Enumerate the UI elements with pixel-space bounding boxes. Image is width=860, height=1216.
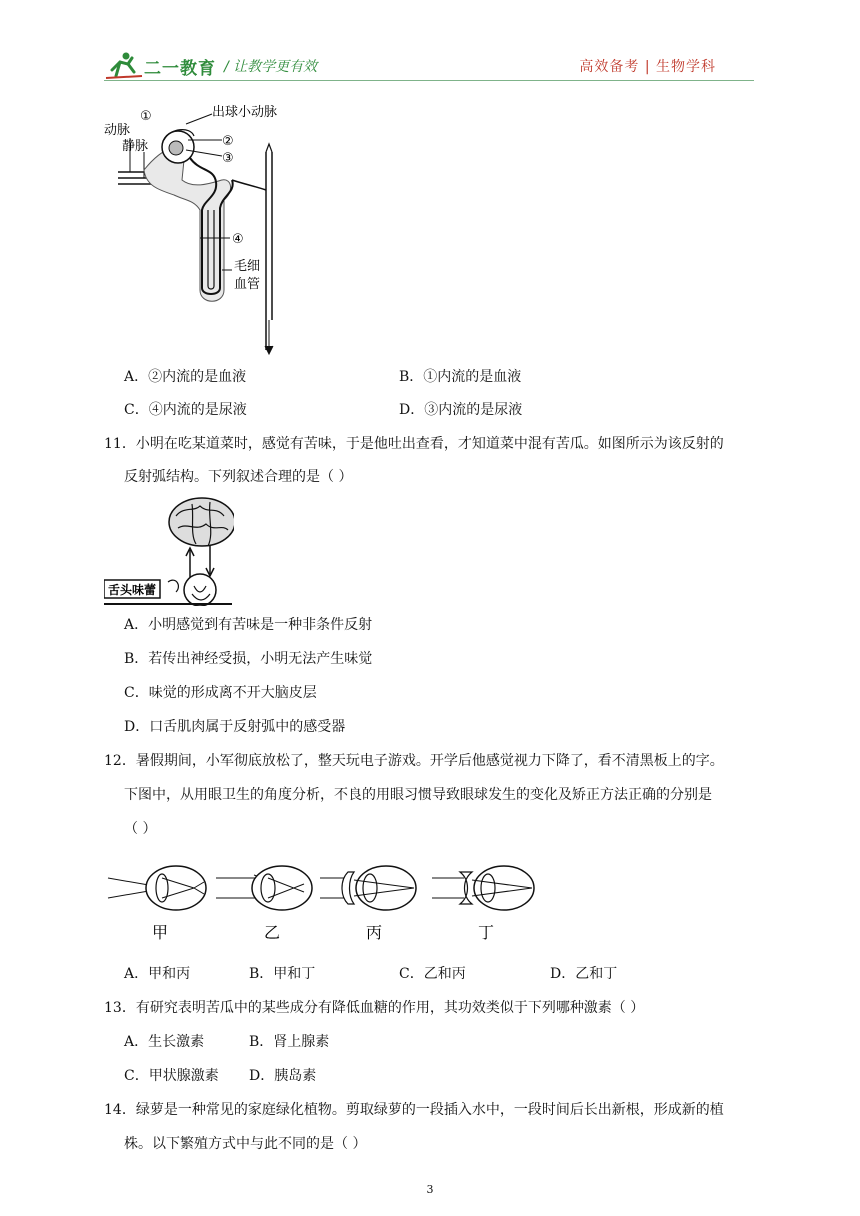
q12-stem-line1: 12．暑假期间，小军彻底放松了，整天玩电子游戏。开学后他感觉视力下降了，看不清黑板上的字。 — [104, 753, 724, 769]
q11-option-b: B．若传出神经受损，小明无法产生味觉 — [124, 651, 373, 667]
q12-option-d: D．乙和丁 — [550, 966, 618, 982]
q11-option-c: C．味觉的形成离不开大脑皮层 — [124, 685, 317, 701]
q14-stem-line1: 14．绿萝是一种常见的家庭绿化植物。剪取绿萝的一段插入水中，一段时间后长出新根，形成新的植 — [104, 1102, 724, 1118]
q10-option-c: C．④内流的是尿液 — [124, 402, 247, 418]
slogan: / 让教学更有效 — [224, 59, 318, 75]
q10-option-d: D．③内流的是尿液 — [399, 402, 523, 418]
label-capillary-2: 血管 — [234, 277, 261, 292]
page-header — [104, 48, 754, 88]
q10-option-b: B．①内流的是血液 — [399, 369, 522, 385]
eye-diagrams — [104, 852, 552, 948]
subject-tag: 高效备考 | 生物学科 — [579, 59, 716, 75]
q13-option-b: B．肾上腺素 — [249, 1034, 330, 1050]
label-n2: ② — [222, 134, 234, 149]
eye-jia — [108, 866, 206, 910]
q12-stem-line2: 下图中，从用眼卫生的角度分析，不良的用眼习惯导致眼球发生的变化及矫正方法正确的分别是 — [124, 787, 712, 803]
label-n1: ① — [140, 109, 152, 124]
q11-option-a: A．小明感觉到有苦味是一种非条件反射 — [124, 617, 373, 633]
page-number: 3 — [426, 1183, 434, 1196]
q13-option-c: C．甲状腺激素 — [124, 1068, 219, 1084]
q12-stem-line3: （ ） — [124, 821, 157, 837]
q11-stem-line2: 反射弧结构。下列叙述合理的是（ ） — [124, 469, 353, 485]
tongue-label: 舌头味蕾 — [108, 583, 157, 597]
eye-yi — [216, 866, 312, 910]
eye-label-bing: 丙 — [366, 923, 383, 942]
eye-label-yi: 乙 — [264, 923, 281, 942]
label-n4: ④ — [232, 232, 244, 247]
nephron-diagram — [104, 100, 304, 362]
brand-name: 二一教育 — [144, 59, 216, 79]
header-divider — [104, 80, 754, 81]
q13-stem: 13．有研究表明苦瓜中的某些成分有降低血糖的作用，其功效类似于下列哪种激素（ ） — [104, 1000, 645, 1016]
label-arteriole: 出球小动脉 — [212, 105, 278, 120]
q10-option-a: A．②内流的是血液 — [124, 369, 247, 385]
q12-option-a: A．甲和丙 — [124, 966, 191, 982]
runner-logo-icon — [104, 50, 144, 82]
label-vein: 静脉 — [122, 139, 149, 154]
reflex-arc-diagram — [104, 494, 234, 606]
q12-option-b: B．甲和丁 — [249, 966, 316, 982]
q13-option-d: D．胰岛素 — [249, 1068, 317, 1084]
q12-option-c: C．乙和丙 — [399, 966, 466, 982]
eye-label-jia: 甲 — [152, 923, 169, 942]
eye-bing — [320, 866, 416, 910]
q11-option-d: D．口舌肌肉属于反射弧中的感受器 — [124, 719, 346, 735]
q14-stem-line2: 株。以下繁殖方式中与此不同的是（ ） — [124, 1136, 367, 1152]
eye-label-ding: 丁 — [478, 923, 495, 942]
label-n3: ③ — [222, 151, 234, 166]
label-artery: 动脉 — [104, 123, 131, 138]
eye-ding — [432, 866, 534, 910]
q11-stem-line1: 11．小明在吃某道菜时，感觉有苦味，于是他吐出查看，才知道菜中混有苦瓜。如图所示为该反射的 — [104, 436, 724, 452]
label-capillary-1: 毛细 — [234, 259, 261, 274]
q13-option-a: A．生长激素 — [124, 1034, 205, 1050]
